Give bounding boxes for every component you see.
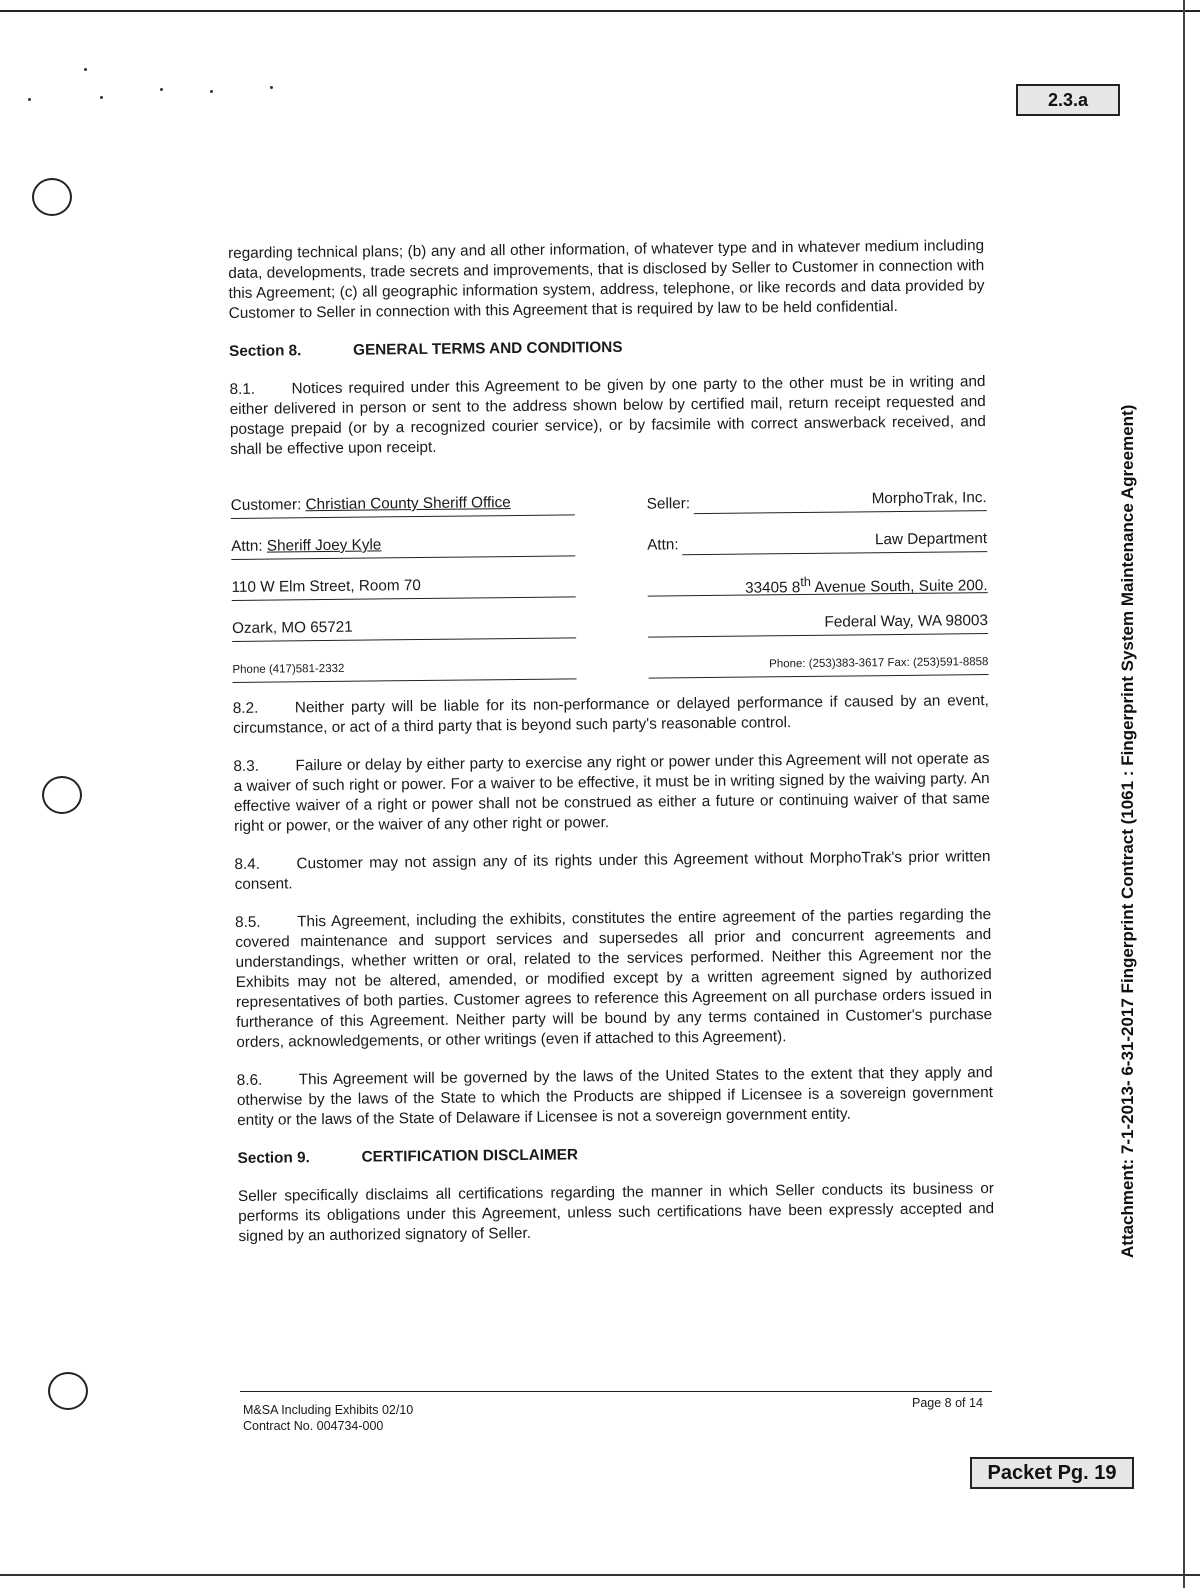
- customer-attn-label: Attn:: [231, 537, 267, 555]
- section-9-number: Section 9.: [237, 1149, 310, 1167]
- address-row-phone: [232, 634, 988, 683]
- seller-city: Federal Way, WA 98003: [648, 611, 988, 638]
- page-border-bottom: [0, 1574, 1200, 1576]
- seller-street-ordinal: th: [800, 573, 812, 590]
- clause-8-3-text: Failure or delay by either party to exercise any right or power under this Agreement will not operate as a waiver of such right or power. For a waiver to be effective, it must be in writing signed by the waiving party. An effective waiver of a right or power shall not be construed as either a future or continuing waiver of that same right or power, or the waiver of any other right or power.: [233, 750, 990, 835]
- page-border-right: [1183, 0, 1185, 1588]
- footer-contract-number: Contract No. 004734-000: [243, 1419, 384, 1433]
- clause-8-5: [235, 905, 992, 1053]
- clause-8-5-text: This Agreement, including the exhibits, constitutes the entire agreement of the parties regarding the covered maintenance and support services and supersedes all prior and concurrent agreements and understandings, whether written or oral, related to the services performed. Neither this Agreement nor the Exhibits may not be altered, amended, or modified except by a written agreement signed by authorized representatives of both parties. Customer agrees to reference this Agreement on all purchase orders issued in furtherance of this Agreement. Neither party will be bound by any terms contained in Customer's purchase orders, acknowledgements, or other writings (even if attached to this Agreement).: [235, 906, 993, 1051]
- customer-value: Christian County Sheriff Office: [305, 494, 511, 514]
- seller-street-name: Avenue South, Suite 200.: [810, 577, 988, 597]
- seller-street-number: 33405 8: [744, 579, 801, 597]
- customer-attn-value: Sheriff Joey Kyle: [266, 536, 382, 555]
- packet-page-stamp: Packet Pg. 19: [970, 1457, 1134, 1489]
- document-body: [228, 236, 995, 1265]
- item-number-stamp: 2.3.a: [1016, 84, 1120, 116]
- customer-label: Customer:: [230, 496, 306, 514]
- clause-8-4-text: Customer may not assign any of its rights under this Agreement without MorphoTrak's prior written consent.: [234, 848, 991, 893]
- clause-8-2: [233, 691, 989, 739]
- seller-phone-field: [648, 653, 988, 679]
- footer-divider: [240, 1391, 992, 1392]
- clause-8-6-text: This Agreement will be governed by the laws of the United States to the extent that they apply and otherwise by the laws of the State to which the Products are shipped if Licensee is a sovereign government entity or the laws of the State of Delaware if Licensee is not a sovereign government entity.: [236, 1064, 994, 1129]
- address-row-city: [232, 593, 988, 642]
- seller-value: MorphoTrak, Inc.: [694, 488, 987, 514]
- seller-attn-value: Law Department: [683, 529, 988, 555]
- address-row-street: [231, 552, 987, 601]
- scan-specks: [20, 60, 320, 110]
- clause-8-6-number: 8.6.: [236, 1071, 263, 1089]
- footer-form-id: M&SA Including Exhibits 02/10: [243, 1403, 414, 1417]
- section-8-title: GENERAL TERMS AND CONDITIONS: [353, 338, 623, 359]
- customer-field: [231, 492, 575, 519]
- customer-phone: Phone (417)581-2332: [232, 656, 576, 683]
- seller-street-field: [647, 571, 987, 597]
- clause-8-1-number: 8.1.: [229, 380, 256, 398]
- clause-8-6: [237, 1063, 994, 1131]
- clause-8-2-number: 8.2.: [232, 699, 259, 717]
- section-9-paragraph: Seller specifically disclaims all certifications regarding the manner in which Seller conducts its business or performs its obligations under this Agreement, unless such certifications have been expressly accepted and signed by an authorized signatory of Seller.: [237, 1180, 995, 1245]
- seller-city-field: [648, 612, 988, 638]
- clause-8-3: [233, 749, 990, 837]
- customer-attn-field: [231, 533, 575, 560]
- customer-city: Ozark, MO 65721: [232, 615, 576, 642]
- intro-paragraph: regarding technical plans; (b) any and all other information, of whatever type and in whatever medium including data, developments, trade secrets and improvements, that is disclosed by Seller to Customer in connection with this Agreement; (c) all geographic information system, address, telephone, or like records and data provided by Customer to Seller in connection with this Agreement that is required by law to be held confidential.: [228, 237, 985, 322]
- footer-page-number: Page 8 of 14: [912, 1396, 983, 1410]
- seller-attn-field: [647, 530, 987, 556]
- section-9-title: CERTIFICATION DISCLAIMER: [361, 1146, 579, 1166]
- seller-field: [647, 489, 987, 515]
- clause-8-3-number: 8.3.: [233, 757, 260, 775]
- customer-street: 110 W Elm Street, Room 70: [231, 574, 575, 601]
- page-border-top: [0, 10, 1200, 12]
- attachment-sidebar-label: Attachment: 7-1-2013- 6-31-2017 Fingerprint Contract (1061 : Fingerprint System Maintenance Agreement): [1118, 404, 1137, 1258]
- section-8-number: Section 8.: [229, 342, 302, 360]
- binder-hole-middle: [42, 776, 82, 814]
- seller-phone: Phone: (253)383-3617 Fax: (253)591-8858: [648, 652, 988, 679]
- clause-8-5-number: 8.5.: [235, 913, 261, 931]
- clause-8-2-text: Neither party will be liable for its non-performance or delayed performance if caused by an event, circumstance, or act of a third party that is beyond such party's reasonable control.: [232, 692, 989, 737]
- binder-hole-top: [32, 178, 72, 216]
- notice-address-block: [230, 470, 988, 683]
- clause-8-4-number: 8.4.: [234, 855, 261, 873]
- seller-attn-label: Attn:: [647, 536, 679, 554]
- address-row-attn: [231, 511, 987, 560]
- seller-street: [647, 570, 987, 597]
- section-8-heading: [229, 334, 985, 362]
- footer-document-info: [243, 1402, 413, 1434]
- address-row-party: [230, 470, 986, 519]
- seller-label: Seller:: [646, 495, 691, 513]
- binder-hole-bottom: [48, 1372, 88, 1410]
- clause-8-1: [229, 372, 986, 460]
- clause-8-1-text: Notices required under this Agreement to be given by one party to the other must be in writing and either delivered in person or sent to the address shown below by certified mail, return receipt requested and postage prepaid (or by a recognized courier service), or by facsimile with correct answerback received, and shall be effective upon receipt.: [229, 373, 986, 458]
- clause-8-4: [234, 847, 990, 895]
- section-9-heading: [237, 1141, 993, 1169]
